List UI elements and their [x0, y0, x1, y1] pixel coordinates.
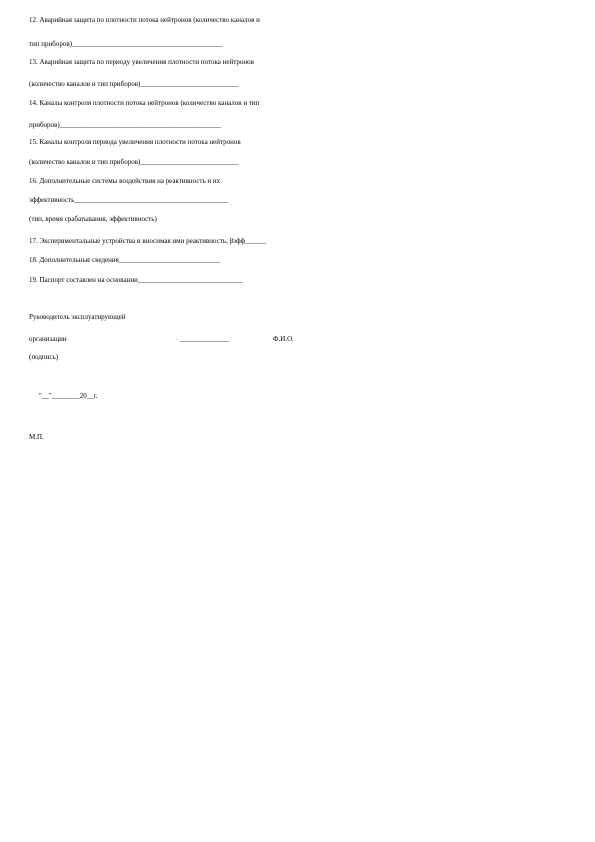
item-16-line-2: эффективность____________________________________________	[29, 196, 229, 204]
item-19-line: 19. Паспорт составлен на основании______________________________	[29, 276, 243, 284]
item-12-line-2: тип приборов)___________________________________________	[29, 40, 223, 48]
item-12-line-1: 12. Аварийная защита по плотности потока нейтронов (количество каналов и	[29, 16, 260, 24]
item-17-line: 17. Экспериментальные устройства и вносимая ими реактивность, βэфф______	[29, 237, 267, 245]
head-label: Руководитель эксплуатирующей	[29, 313, 126, 321]
signature-hint: (подпись)	[29, 353, 59, 361]
item-13-line-2: (количество каналов и тип приборов)____________________________	[29, 80, 239, 88]
signature-blank: ______________	[180, 335, 229, 343]
item-18-line: 18. Дополнительные сведения_____________________________	[29, 256, 221, 264]
item-13-line-1: 13. Аварийная защита по периоду увеличения плотности потока нейтронов	[29, 58, 254, 66]
stamp-label: М.П.	[29, 433, 44, 441]
date-line: "__"________20__г.	[39, 392, 98, 400]
name-label: Ф.И.О.	[273, 335, 294, 343]
item-15-line-1: 15. Каналы контроля периода увеличения плотности потока нейтронов	[29, 138, 241, 146]
item-14-line-1: 14. Каналы контроля плотности потока нейтронов (количество каналов и тип	[29, 99, 260, 107]
item-16-line-1: 16. Дополнительные системы воздействия на реактивность и их	[29, 177, 221, 185]
org-label: организации	[29, 335, 67, 343]
item-15-line-2: (количество каналов и тип приборов)____________________________	[29, 158, 239, 166]
item-14-line-2: приборов)______________________________________________	[29, 121, 221, 129]
item-16-hint: (тип, время срабатывания, эффективность)	[29, 215, 157, 223]
